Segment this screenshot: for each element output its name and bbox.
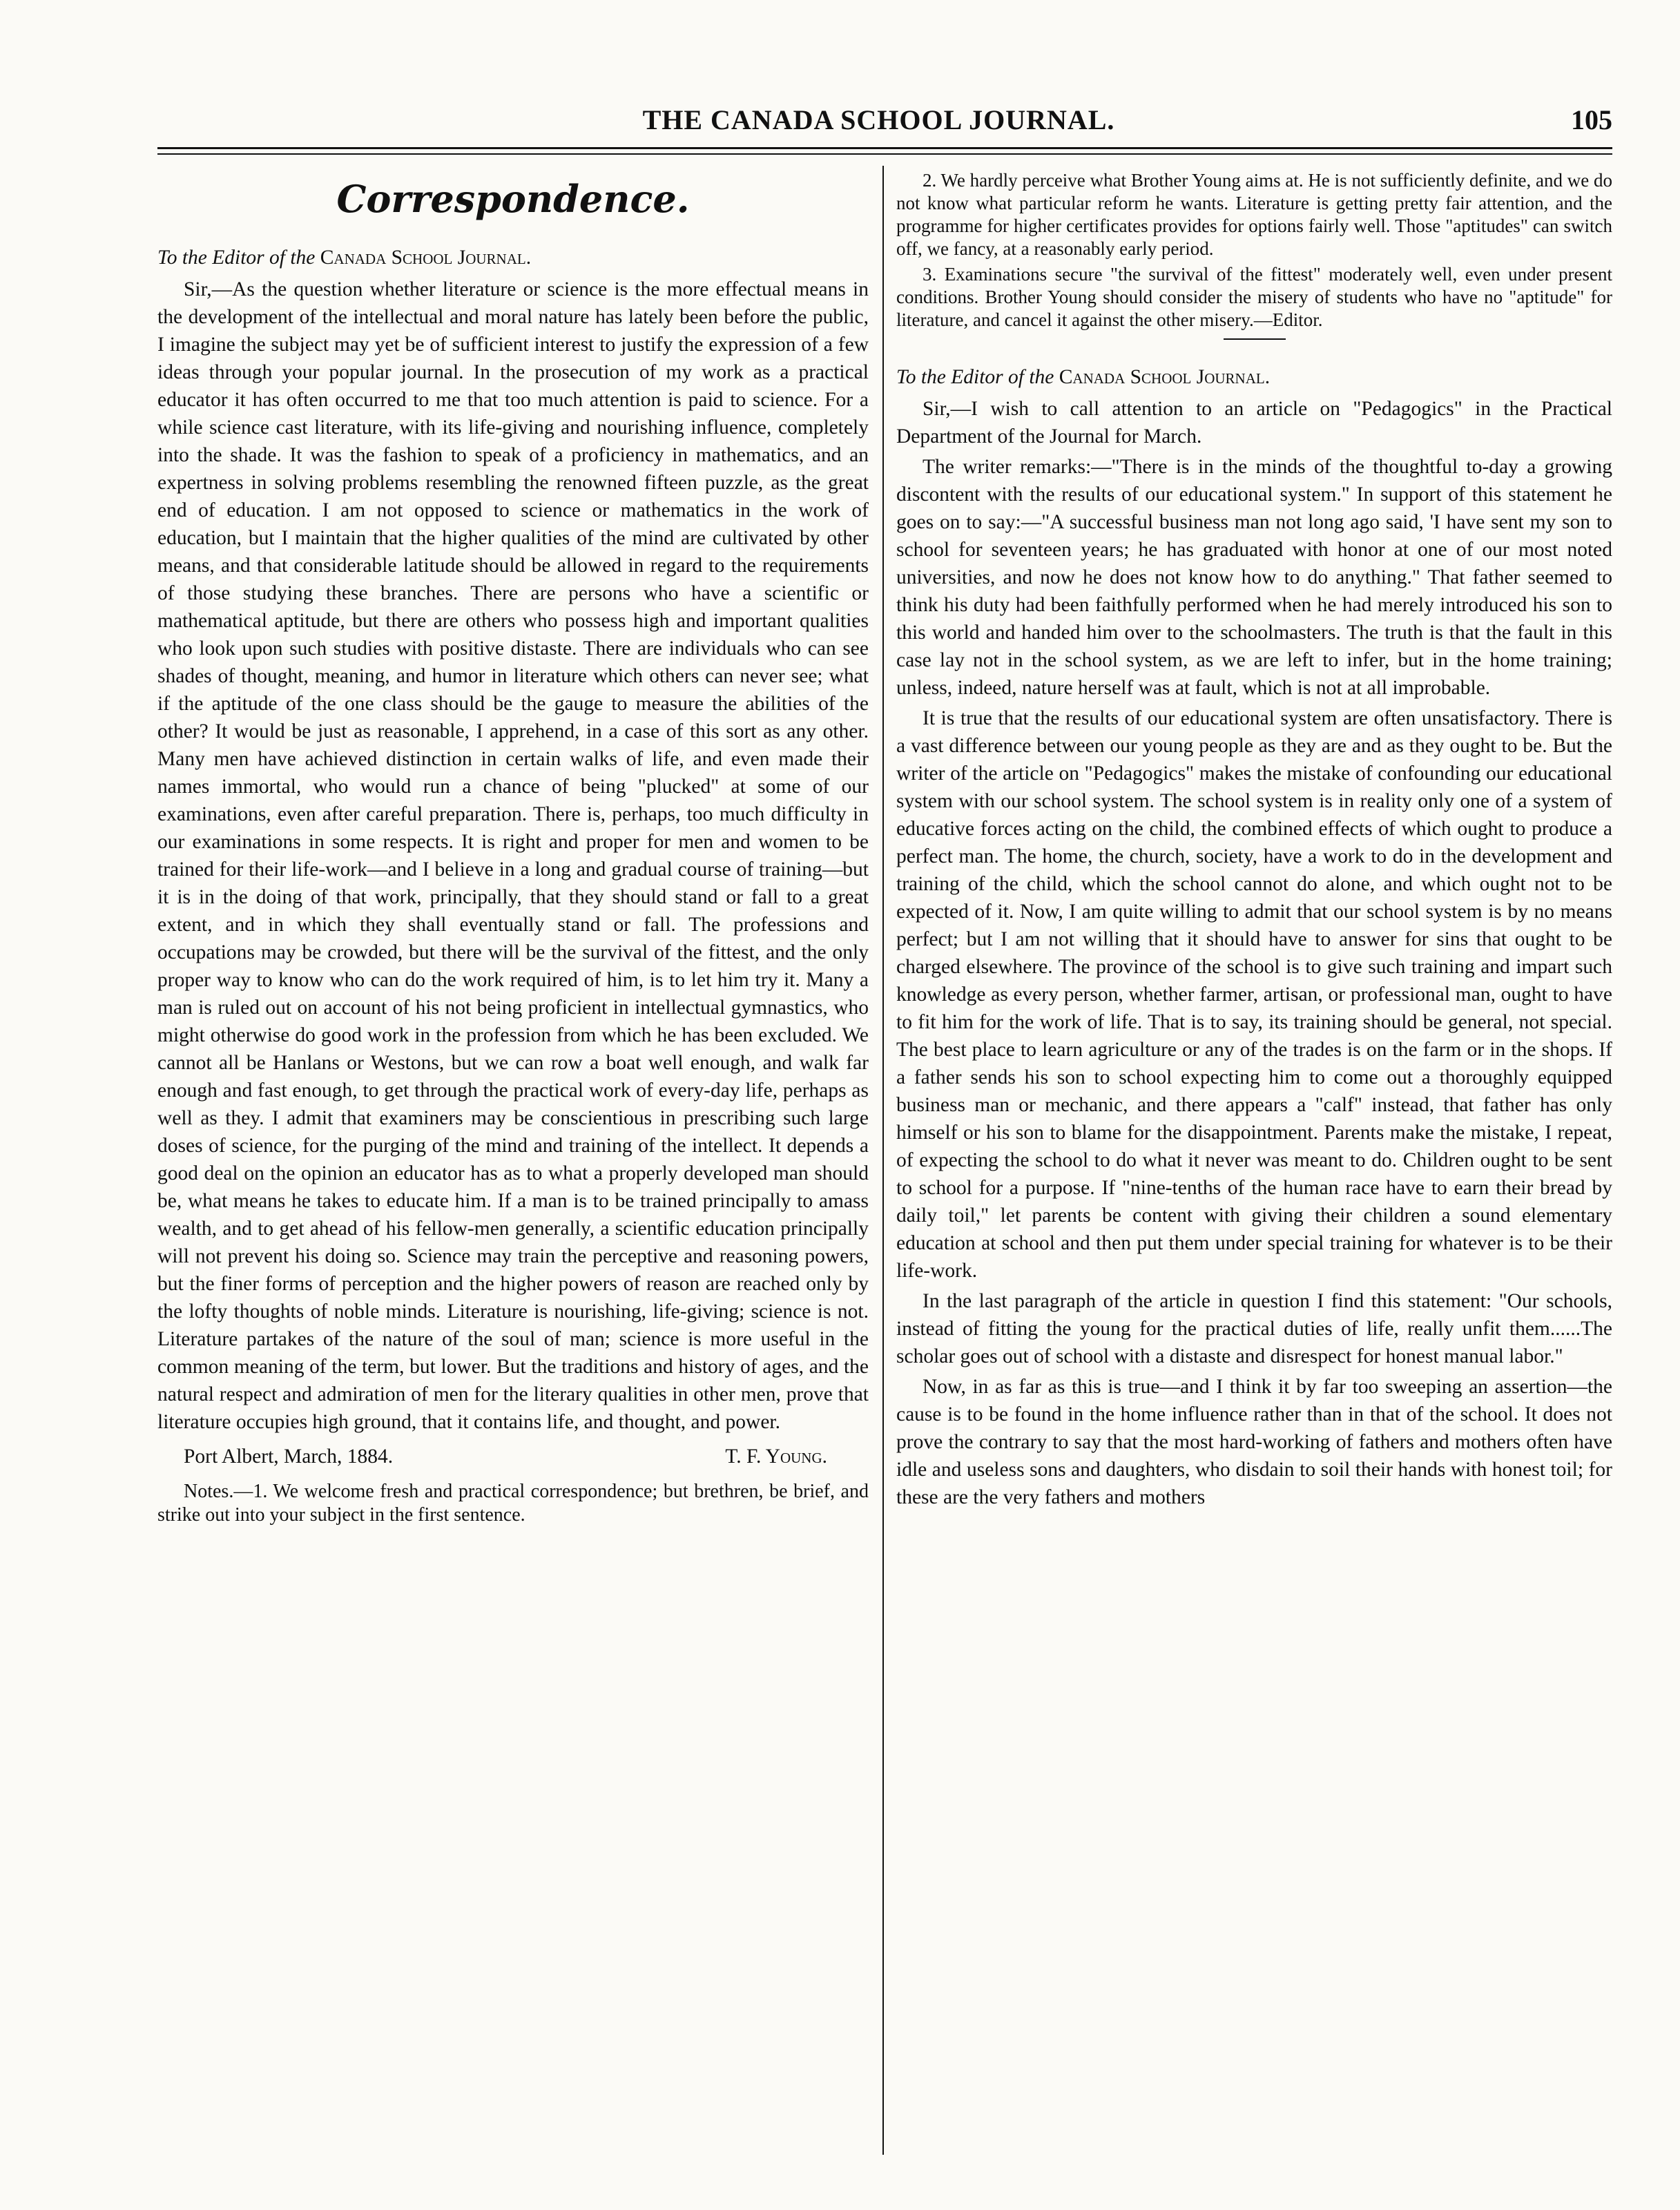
page-number: 105	[1571, 104, 1612, 135]
letter-paragraph: It is true that the results of our educational system are often unsatisfactory. There is a vast difference between our young people as they are and as they ought to be. But the writer of the article on "Pedagogics" makes the mistake of confounding our educational system with our school system. The school system is in reality only one of a system of educative forces acting on the child, the combined effects of which ought to produce a perfect man. The home, the church, society, have a work to do in the development and training of the child, which the school cannot do alone, and which ought not to be expected of it. Now, I am quite willing to admit that our school system is by no means perfect; but I am not willing that it should have to answer for sins that ought to be charged elsewhere. The province of the school is to give such training and impart such knowledge as every person, whether farmer, artisan, or professional man, ought to have to fit him for the work of life. That is to say, its training should be general, not special. The best place to learn agriculture or any of the trades is on the farm or in the shops. If a father sends his son to school expecting him to come out a thoroughly equipped business man or mechanic, and there appears a "calf" instead, that father has only himself or his son to blame for the disappointment. Parents make the mistake, I repeat, of expecting the school to do what it never was meant to do. Children ought to be sent to school for a purpose. If "nine-tenths of the human race have to earn their bread by daily toil," let parents be content with giving their children a sound elementary education at school and then put them under special training for whatever is to be their life-work.	[896, 707, 1612, 1282]
salutation	[896, 363, 1612, 391]
letter-paragraph: Sir,—As the question whether literature or science is the more effectual means in the development of the intellectual and moral nature has lately been before the public, I imagine the subject may yet be of sufficient interest to justify the expression of a few ideas through your popular journal. In the prosecution of my work as a practical educator it has often occurred to me that too much attention is paid to science. For a while science cast literature, with its life-giving and nourishing influence, completely into the shade. It was the fashion to speak of a proficiency in mathematics, and an expertness in solving problems resembling the renowned fifteen puzzle, as the great end of education. I am not opposed to science or mathematics in the work of education, but I maintain that the higher qualities of the mind are cultivated by other means, and that considerable latitude should be allowed in regard to the requirements of those studying these branches. There are persons who have a scientific or mathematical aptitude, but there are others who possess high and important qualities who look upon such studies with positive distaste. There are individuals who can see shades of thought, meaning, and humor in literature which others can never see; what if the aptitude of the one class should be the gauge to measure the abilities of the other? It would be just as reasonable, I apprehend, in a case of this sort as any other. Many men have achieved distinction in certain walks of life, and even made their names immortal, who would run a chance of being "plucked" at some of our examinations, even after careful preparation. There is, perhaps, too much difficulty in our examinations in some respects. It is right and proper for men and women to be trained for their life-work—and I believe in a long and gradual course of training—but it is in the doing of that work, principally, that they should stand or fall to a great extent, and in which they shall eventually stand or fall. The professions and occupations may be crowded, but there will be the survival of the fittest, and the only proper way to know who can do the work required of him, is to let him try it. Many a man is ruled out on account of his not being proficient in intellectual gymnastics, who might otherwise do good work in the profession from which he has been excluded. We cannot all be Hanlans or Westons, but we can row a boat well enough, and walk far enough and fast enough, to get through the practical work of every-day life, perhaps as well as they. I admit that examiners may be conscientious in prescribing such large doses of science, for the purging of the mind and training of the intellect. It depends a good deal on the opinion an educator has as to what a properly developed man should be, what means he takes to educate him. If a man is to be trained principally to amass wealth, and to get ahead of his fellow-men generally, a scientific education principally will not prevent his doing so. Science may train the perceptive and reasoning powers, but the finer forms of perception and the higher powers of reason are reached only by the lofty thoughts of noble minds. Literature is nourishing, life-giving; science is not. Literature partakes of the nature of the soul of man; science is more useful in the common meaning of the term, but lower. But the traditions and history of ages, and the natural respect and admiration of men for the literary qualities in other men, prove that literature occupies high ground, that it contains life, and thought, and power.	[157, 278, 869, 1433]
letter-paragraph: Now, in as far as this is true—and I think it by far too sweeping an assertion—the cause is to be found in the home influence rather than in that of the school. It does not prove the contrary to say that the most hard-working of fathers and mothers often have idle and useless sons and daughters, who disdain to soil their hands with honest toil; for these are the very fathers and mothers	[896, 1376, 1612, 1508]
salutation-prefix: To the Editor of the	[157, 247, 320, 269]
salutation	[157, 244, 869, 271]
journal-name: Canada School Journal.	[1059, 366, 1271, 388]
salutation-prefix: To the Editor of the	[896, 366, 1059, 388]
editor-note-3: 3. Examinations secure "the survival of the fittest" moderately well, even under present conditions. Brother Young should consider the misery of students who have no "aptitude" for literature, and cancel it against the other misery.—Editor.	[896, 264, 1612, 330]
section-title: Correspondence.	[336, 177, 690, 221]
editor-note-2: 2. We hardly perceive what Brother Young aims at. He is not sufficiently definite, and we do not know what particular reform he wants. Literature is getting pretty fair attention, and the programme for higher certificates provides for options fairly well. Those "aptitudes" can switch off, we fancy, at a reasonably early period.	[896, 170, 1612, 259]
running-title: THE CANADA SCHOOL JOURNAL.	[642, 104, 1115, 135]
editor-notes: Notes.—1. We welcome fresh and practical correspondence; but brethren, be brief, and strike out into your subject in the first sentence.	[157, 1481, 869, 1526]
letter-paragraph: In the last paragraph of the article in question I find this statement: "Our schools, instead of fitting the young for the practical duties of life, really unfit them......The scholar goes out of school with a distaste and disrespect for honest manual labor."	[896, 1290, 1612, 1367]
column-divider	[882, 166, 884, 2155]
section-rule	[1224, 338, 1286, 340]
signoff	[157, 1443, 869, 1470]
place-date: Port Albert, March, 1884.	[184, 1445, 394, 1468]
header-rule-thin	[157, 153, 1612, 155]
right-column	[896, 169, 1612, 1511]
journal-name: Canada School Journal.	[320, 247, 532, 269]
header-rule	[157, 147, 1612, 149]
letter-paragraph: The writer remarks:—"There is in the minds of the thoughtful to-day a growing discontent with the results of our educational system." In support of this statement he goes on to say:—"A successful business man not long ago said, 'I have sent my son to school for seventeen years; he has graduated with honor at one of our most noted universities, and now he does not know how to do anything." That father seemed to think his duty had been faithfully performed when he had merely introduced his son to this world and handed him over to the schoolmasters. The truth is that the fault in this case lay not in the school system, as we are left to infer, but in the home training; unless, indeed, nature herself was at fault, which is not at all improbable.	[896, 456, 1612, 699]
page-header	[145, 104, 1612, 138]
letter-paragraph: Sir,—I wish to call attention to an article on "Pedagogics" in the Practical Department of the Journal for March.	[896, 398, 1612, 448]
signature: T. F. Young.	[725, 1445, 827, 1468]
left-column	[157, 169, 869, 1527]
